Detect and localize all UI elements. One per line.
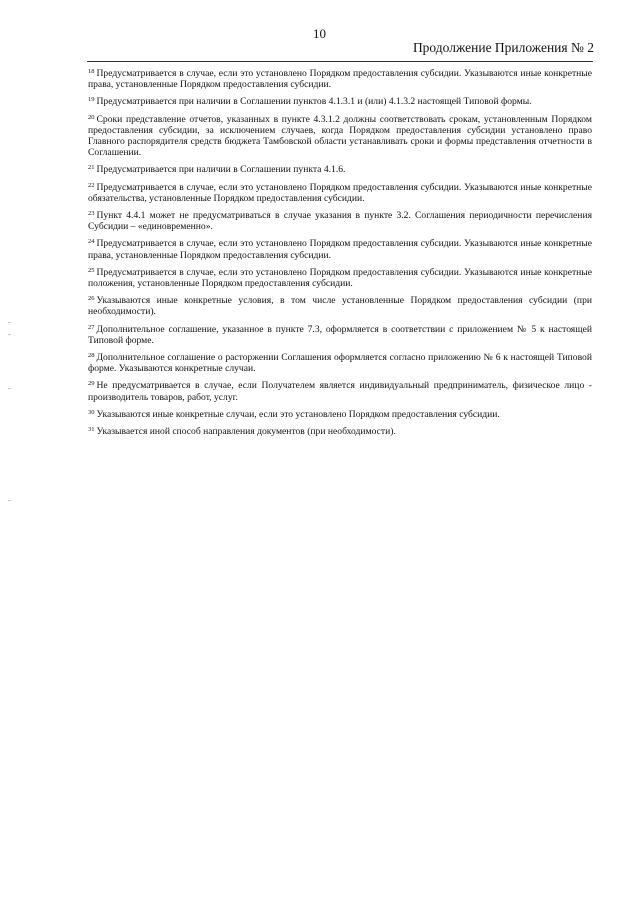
- scan-artifact: [8, 334, 11, 335]
- footnote-number: 29: [88, 380, 95, 388]
- footnote-number: 22: [88, 181, 95, 189]
- scan-artifact: [8, 388, 11, 389]
- footnote-separator: [87, 61, 593, 62]
- footnote-text: Предусматривается в случае, если это установлено Порядком предоставления субсидии. Указываются иные конкретные права, установленные Порядком предоставления субсидии.: [88, 68, 592, 91]
- footnote-text: Дополнительное соглашение о расторжении Соглашения оформляется согласно приложению № 6 к настоящей Типовой форме. Указываются конкретные случаи.: [88, 352, 592, 375]
- footnote-number: 23: [88, 210, 95, 218]
- footnote-22: [88, 182, 592, 204]
- footnote-20: [88, 114, 592, 159]
- footnote-26: [88, 295, 592, 317]
- footnote-number: 30: [88, 408, 95, 416]
- footnote-number: 19: [88, 96, 95, 104]
- page-number: 10: [313, 26, 326, 41]
- footnote-number: 26: [88, 295, 95, 303]
- footnote-27: [88, 324, 592, 346]
- footnote-number: 27: [88, 323, 95, 331]
- footnote-30: [88, 409, 592, 420]
- footnote-text: Дополнительное соглашение, указанное в пункте 7.3, оформляется в соответствии с приложением № 5 к настоящей Типовой форме.: [88, 323, 592, 346]
- footnote-number: 21: [88, 164, 95, 172]
- footnote-18: [88, 68, 592, 90]
- footnote-19: [88, 96, 592, 107]
- footnote-number: 24: [88, 238, 95, 246]
- footnote-text: Не предусматривается в случае, если Получателем является индивидуальный предприниматель, физическое лицо - производитель товаров, работ, услуг.: [88, 380, 592, 403]
- footnote-number: 20: [88, 113, 95, 121]
- footnote-text: Предусматривается при наличии в Соглашении пункта 4.1.6.: [96, 164, 346, 176]
- footnote-number: 28: [88, 352, 95, 360]
- footnote-28: [88, 352, 592, 374]
- footnote-text: Указывается иной способ направления документов (при необходимости).: [96, 426, 396, 438]
- footnote-text: Сроки представление отчетов, указанных в пункте 4.3.1.2 должны соответствовать срокам, установленным Порядком предоставления субсидии, за исключением случаев, когда Порядком предоставления субсидии установлено право Главного распорядителя средств бюджета Тамбовской области устанавливать сроки и формы представления отчетности в Соглашении.: [88, 113, 592, 159]
- footnote-number: 25: [88, 266, 95, 274]
- footnote-text: Предусматривается в случае, если это установлено Порядком предоставления субсидии. Указываются иные конкретные обязательства, установленные Порядком предоставления субсидии.: [88, 181, 592, 204]
- footnote-21: [88, 164, 592, 175]
- footnote-text: Предусматривается в случае, если это установлено Порядком предоставления субсидии. Указываются иные конкретные права, установленные Порядком предоставления субсидии.: [88, 238, 592, 261]
- footnote-23: [88, 210, 592, 232]
- footnote-number: 31: [88, 426, 95, 434]
- footnote-31: [88, 426, 592, 437]
- footnote-text: Указываются иные конкретные случаи, если это установлено Порядком предоставления субсидии.: [96, 408, 500, 420]
- footnote-24: [88, 238, 592, 260]
- footnote-text: Предусматривается при наличии в Соглашении пунктов 4.1.3.1 и (или) 4.1.3.2 настоящей Типовой формы.: [96, 96, 532, 108]
- footnote-text: Предусматривается в случае, если это установлено Порядком предоставления субсидии. Указываются иные конкретные положения, установленные Порядком предоставления субсидии.: [88, 266, 592, 290]
- footnote-text: Пункт 4.4.1 может не предусматриваться в случае указания в пункте 3.2. Соглашения периодичности перечисления Субсидии – «единовременно».: [88, 210, 592, 233]
- footnote-25: [88, 267, 592, 289]
- footnote-text: Указываются иные конкретные условия, в том числе установленные Порядком предоставления субсидии (при необходимости).: [88, 295, 592, 318]
- footnote-number: 18: [88, 68, 95, 75]
- footnotes-list: [88, 68, 592, 443]
- appendix-header: Продолжение Приложения № 2: [412, 40, 594, 55]
- footnote-29: [88, 380, 592, 402]
- scan-artifact: [8, 322, 11, 323]
- scan-artifact: [8, 500, 11, 501]
